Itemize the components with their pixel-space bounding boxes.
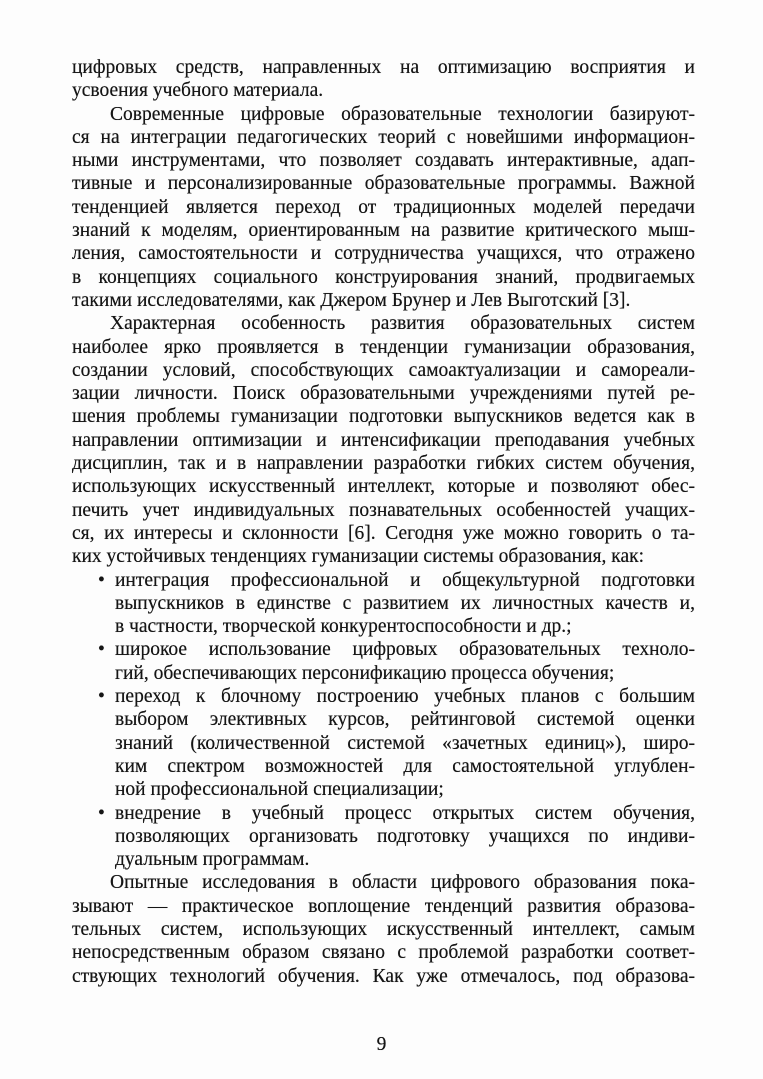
text-line: Опытные исследования в области цифрового образования пока-	[110, 872, 695, 894]
text-line: позволяющих организовать подготовку учащихся по индиви-	[115, 825, 695, 847]
text-line: направлении оптимизации и интенсификации преподавания учебных	[72, 429, 695, 451]
bullet-text	[115, 569, 695, 639]
text-line: усвоения учебного материала.	[72, 80, 324, 102]
text-line: Характерная особенность развития образовательных систем	[110, 313, 695, 335]
text-line: ления, самостоятельности и сотрудничества учащихся, что отражено	[72, 243, 695, 265]
text-line: ким спектром возможностей для самостоятельной углублен-	[115, 755, 695, 777]
paragraph	[72, 871, 695, 987]
text-line: знаний к моделям, ориентированным на развитие критического мыш-	[72, 220, 695, 242]
paragraph	[72, 103, 695, 313]
bullet-text	[115, 638, 695, 685]
text-line: ся на интеграции педагогических теорий с новейшими информацион-	[72, 126, 695, 148]
list-item	[72, 685, 695, 801]
bullet-icon: •	[98, 639, 105, 661]
text-line: выпускников в единстве с развитием их личностных качеств и,	[115, 592, 695, 614]
text-line: создании условий, способствующих самоактуализации и самореали-	[72, 359, 695, 381]
text-line: дуальным программам.	[115, 849, 310, 871]
text-line: ствующих технологий обучения. Как уже отмечалось, под образова-	[72, 965, 695, 987]
text-line: печить учет индивидуальных познавательных особенностей учащих-	[72, 499, 695, 521]
bullet-text	[115, 802, 695, 872]
bullet-icon: •	[98, 569, 105, 591]
text-line: тельных систем, использующих искусственный интеллект, самым	[72, 918, 695, 940]
list-item	[72, 802, 695, 872]
text-line: такими исследователями, как Джером Брунер и Лев Выготский [3].	[72, 289, 631, 311]
list-item	[72, 638, 695, 685]
text-line: интеграция профессиональной и общекультурной подготовки	[115, 569, 695, 591]
text-line: цифровых средств, направленных на оптимизацию восприятия и	[72, 57, 695, 78]
text-line: тивные и персонализированные образовательные программы. Важной	[72, 173, 695, 195]
text-line: ких устойчивых тенденциях гуманизации системы образования, как:	[72, 546, 644, 568]
text-line: гий, обеспечивающих персонификацию процесса обучения;	[115, 662, 615, 684]
bullet-text	[115, 685, 695, 801]
text-line: зывают — практическое воплощение тенденций развития образова-	[72, 895, 695, 917]
page-number: 9	[376, 1034, 387, 1055]
text-line: в концепциях социального конструирования знаний, продвигаемых	[72, 266, 695, 288]
text-column	[72, 56, 695, 988]
list-item	[72, 569, 695, 639]
text-line: использующих искусственный интеллект, которые и позволяют обес-	[72, 476, 695, 498]
text-line: выбором элективных курсов, рейтинговой системой оценки	[115, 709, 695, 731]
text-line: зации личности. Поиск образовательными учреждениями путей ре-	[72, 383, 695, 405]
text-line: Современные цифровые образовательные технологии базируют-	[110, 103, 695, 125]
paragraph	[72, 56, 695, 103]
text-line: непосредственным образом связано с проблемой разработки соответ-	[72, 942, 695, 964]
bullet-icon: •	[98, 686, 105, 708]
text-line: в частности, творческой конкурентоспособности и др.;	[115, 616, 572, 638]
text-line: ными инструментами, что позволяет создавать интерактивные, адап-	[72, 150, 695, 172]
text-line: переход к блочному построению учебных планов с большим	[115, 686, 695, 708]
text-line: внедрение в учебный процесс открытых систем обучения,	[115, 802, 695, 824]
text-line: дисциплин, так и в направлении разработки гибких систем обучения,	[72, 453, 695, 475]
text-line: широкое использование цифровых образовательных техноло-	[115, 639, 695, 661]
text-line: ся, их интересы и склонности [6]. Сегодня уже можно говорить о та-	[72, 522, 695, 544]
paragraph	[72, 312, 695, 568]
bullet-icon: •	[98, 802, 105, 824]
text-line: знаний (количественной системой «зачетных единиц»), широ-	[115, 732, 695, 754]
text-line: наиболее ярко проявляется в тенденции гуманизации образования,	[72, 336, 695, 358]
text-line: шения проблемы гуманизации подготовки выпускников ведется как в	[72, 406, 695, 428]
text-line: ной профессиональной специализации;	[115, 779, 444, 801]
text-line: тенденцией является переход от традиционных моделей передачи	[72, 196, 695, 218]
